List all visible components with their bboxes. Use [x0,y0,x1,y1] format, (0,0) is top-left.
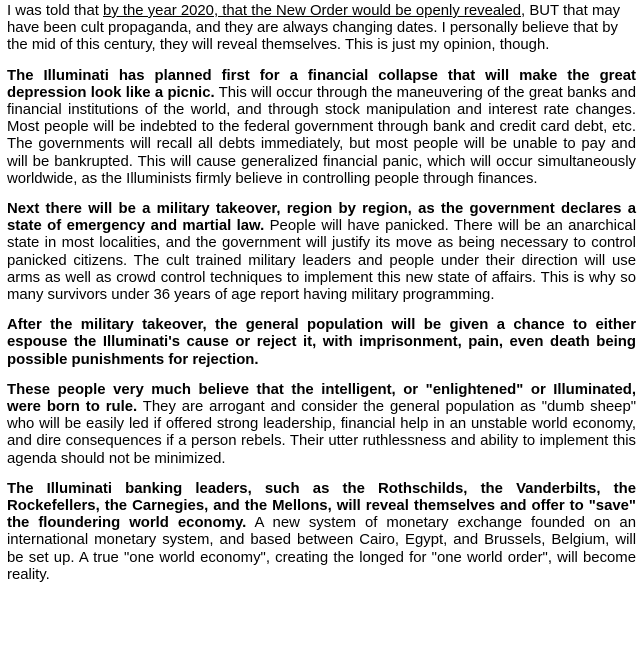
paragraph-military-takeover [7,201,636,304]
paragraph-new-order-date [7,3,636,55]
paragraph-text: People will have panicked. There will be an anarchical state in most localities, and the government will justify its move as being necessary to control panicked citizens. The cult trained military leaders and people under their direction will use arms as well as crowd control techniques to implement this new state of affairs. This is why so many survivors under 36 years of age report having military programming. [7,218,637,304]
paragraph-text: A new system of monetary exchange founded on an international monetary system, and based between Cairo, Egypt, and Brussels, Belgium, will be set up. A true "one world economy", creating the longed for "one world order", will become reality. [7,515,636,583]
paragraph-population-choice [7,317,636,369]
underlined-claim: by the year 2020, that the New Order would be openly revealed [103,3,522,19]
paragraph-text: They are arrogant and consider the general population as "dumb sheep" who will be easily led if offered strong leadership, financial help in an unstable world economy, and dire consequences if a person rebels. Their utter ruthlessness and ability to implement this agenda should not be minimized. [7,399,637,467]
paragraph-heading-bold: The Illuminati banking leaders, such as the Rothschilds, the Vanderbilts, the Rockefellers, the Carnegies, and the Mellons, will reveal themselves and offer to "save" the floundering world economy. [7,480,636,532]
paragraph-heading-bold: These people very much believe that the intelligent, or "enlightened" or Illuminated, were born to rule. [7,381,636,416]
paragraph-banking-leaders [7,481,636,584]
paragraph-heading-bold: After the military takeover, the general population will be given a chance to either espouse the Illuminati's cause or reject it, with imprisonment, pain, even death being possible punishments for rejection. [7,317,636,368]
paragraph-lead: I was told that [7,3,104,19]
paragraph-heading-bold: Next there will be a military takeover, region by region, as the government declares a state of emergency and martial law. [7,201,636,235]
paragraph-text: This will occur through the maneuvering of the great banks and financial institutions of the world, and through stock manipulation and interest rate changes. Most people will be indebted to the federal government through bank and credit card debt, etc. The governments will recall all debts immediately, but most people will be unable to pay and will be bankrupted. This will cause generalized financial panic, which will occur simultaneously worldwide, as the Illuminists firmly believe in controlling people through finances. [7,84,636,187]
paragraph-financial-collapse [7,68,636,188]
paragraph-born-to-rule [7,382,636,468]
paragraph-heading-bold: The Illuminati has planned first for a financial collapse that will make the great depression look like a picnic. [7,67,636,101]
paragraph-text: , BUT that may have been cult propaganda, and they are always changing dates. I personally believe that by the mid of this century, they will reveal themselves. This is just my opinion, though. [7,3,621,54]
